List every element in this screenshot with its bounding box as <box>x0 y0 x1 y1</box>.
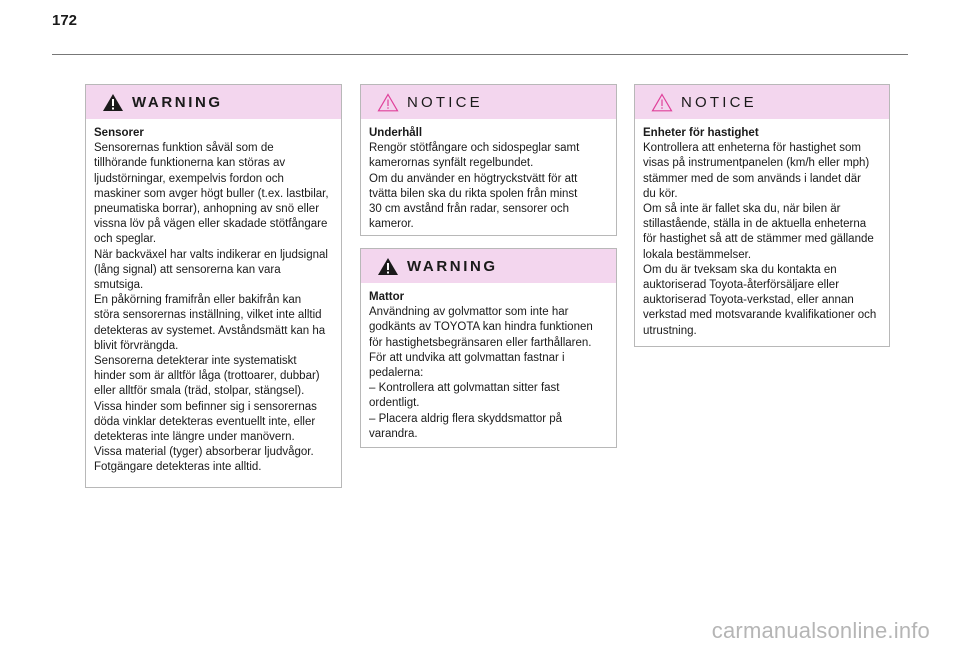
notice-text: Kontrollera att enheterna för hastighet som visas på instrumentpanelen (km/h eller mph) stämmer med de som används i landet där du kör. Om så inte är fallet ska du, när bilen är stillastående, ställa in de aktuella enheterna för hastighet så att de stämmer med gällande lokala bestämmelser. Om du är tveksam ska du kontakta en auktoriserad Toyota-återförsäljare eller auktoriserad Toyota-verkstad, eller annan verkstad med motsvarande kvalifikationer och utrustning. <box>643 142 877 337</box>
notice-box-maintenance <box>360 84 617 236</box>
notice-text: Rengör stötfångare och sidospeglar samt kamerornas synfält regelbundet. Om du använder en högtryckstvätt för att tvätta bilen ska du rikta spolen från minst 30 cm avstånd från radar, sensorer och kameror. <box>369 142 580 231</box>
warning-title: WARNING <box>132 93 223 111</box>
notice-body <box>635 119 889 339</box>
warning-triangle-icon <box>377 257 399 276</box>
notice-header <box>361 85 616 119</box>
notice-title: NOTICE <box>681 93 757 111</box>
warning-body <box>86 119 341 476</box>
warning-title: WARNING <box>407 257 498 275</box>
page-number: 172 <box>52 12 78 29</box>
notice-heading: Underhåll <box>369 127 423 139</box>
notice-title: NOTICE <box>407 93 483 111</box>
warning-header <box>86 85 341 119</box>
watermark: carmanualsonline.info <box>711 618 930 643</box>
warning-header <box>361 249 616 283</box>
warning-box-sensors <box>85 84 342 488</box>
notice-header <box>635 85 889 119</box>
warning-triangle-icon <box>102 93 124 112</box>
notice-triangle-icon <box>377 93 399 112</box>
notice-body <box>361 119 616 232</box>
warning-body <box>361 283 616 442</box>
warning-text: Sensorernas funktion såväl som de tillhörande funktionerna kan störas av ljudstörningar, exempelvis fordon och maskiner som avger högt buller (t.ex. lastbilar, pneumatiska borrar), anhopning av snö eller vissna löv på vägen eller skadade stötfångare och speglar. När backväxel har valts indikerar en ljudsignal (lång signal) att sensorerna kan vara smutsiga. En påkörning framifrån eller bakifrån kan störa sensorernas inställning, vilket inte alltid detekteras av systemet. Avståndsmätt kan ha blivit förvrängda. Sensorerna detekterar inte systematiskt hinder som är alltför låga (trottoarer, dubbar) eller alltför smala (träd, stolpar, stängsel). Vissa hinder som befinner sig i sensorernas döda vinklar detekteras eventuellt inte, eller detekteras inte längre under manövern. Vissa material (tyger) absorberar ljudvågor. Fotgängare detekteras inte alltid. <box>94 142 329 474</box>
notice-heading: Enheter för hastighet <box>643 127 759 139</box>
header-divider <box>52 54 908 55</box>
warning-box-mats <box>360 248 617 448</box>
warning-heading: Sensorer <box>94 127 144 139</box>
warning-text: Användning av golvmattor som inte har godkänts av TOYOTA kan hindra funktionen för hastighetsbegränsaren eller farthållaren. För att undvika att golvmattan fastnar i pedalerna: – Kontrollera att golvmattan sitter fast ordentligt. – Placera aldrig flera skyddsmattor på varandra. <box>369 306 593 440</box>
notice-box-speed-units <box>634 84 890 347</box>
notice-triangle-icon <box>651 93 673 112</box>
warning-heading: Mattor <box>369 291 405 303</box>
